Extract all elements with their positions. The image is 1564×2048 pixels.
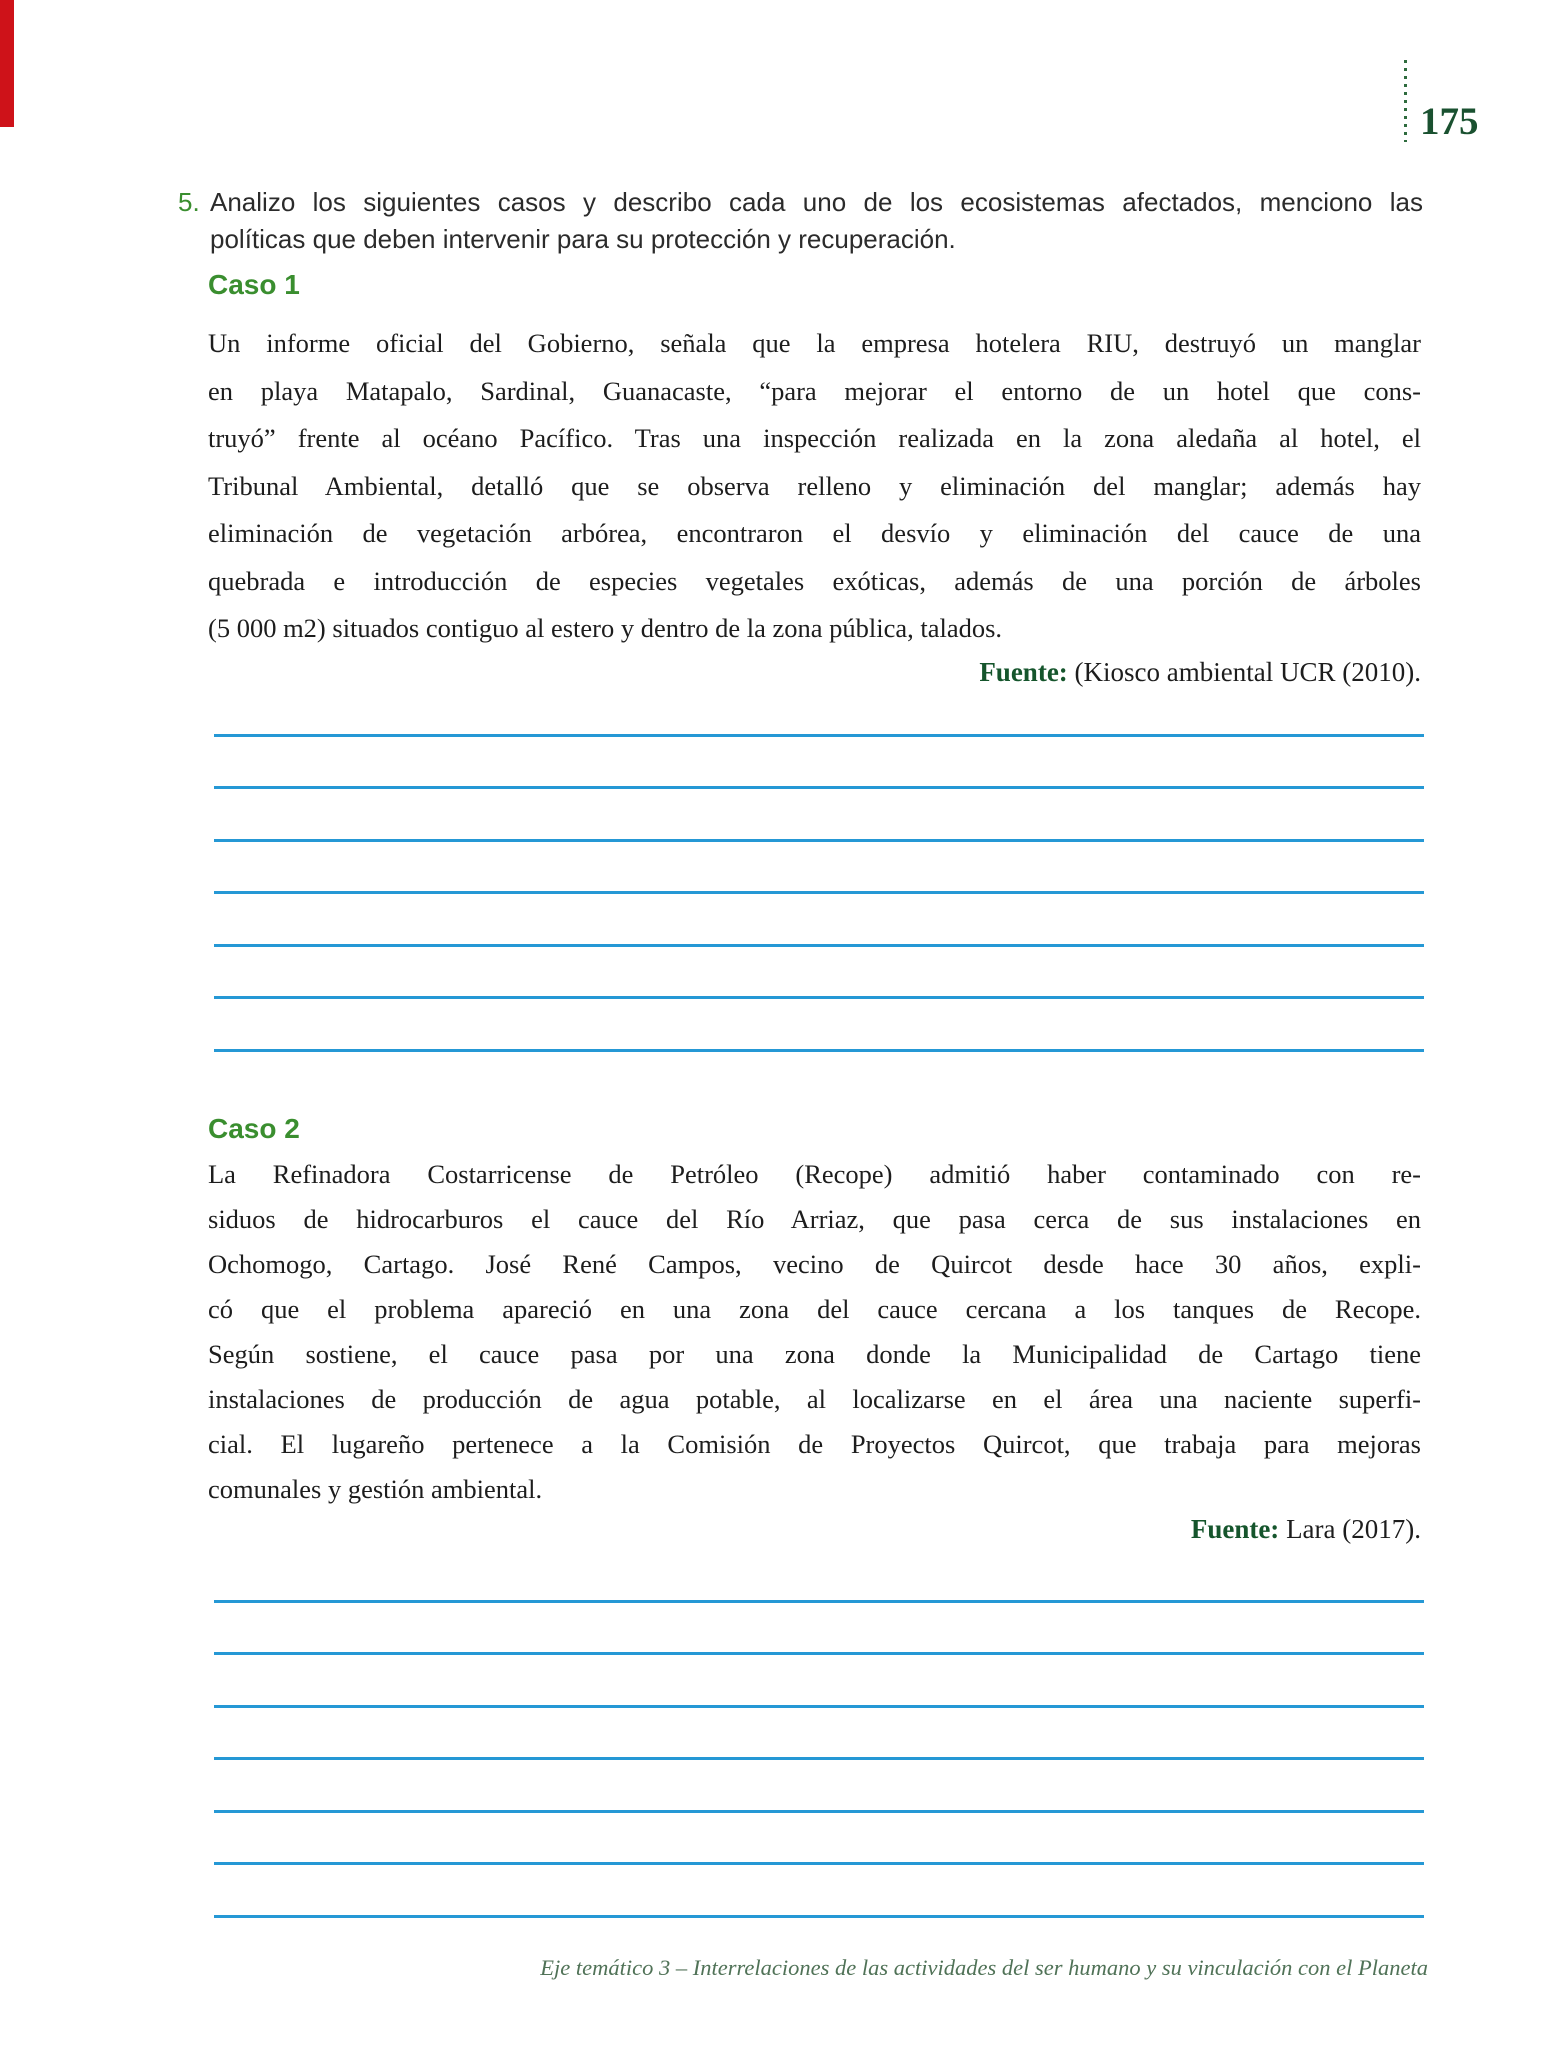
answer-rule-line [214,1550,1424,1603]
answer-rule-line [214,684,1424,737]
case2-answer-lines [214,1550,1424,1918]
exercise-number: 5. [178,187,200,217]
answer-rule-line [214,789,1424,842]
answer-rule-line [214,1813,1424,1866]
answer-rule-line [214,999,1424,1052]
text-line: quebrada e introducción de especies vegetales exóticas, además de una porción de árboles [208,565,1421,596]
text-line: Tribunal Ambiental, detalló que se observa relleno y eliminación del manglar; además hay [208,470,1421,501]
text-line: en playa Matapalo, Sardinal, Guanacaste, “para mejorar el entorno de un hotel que cons- [208,375,1421,406]
text-line: Según sostiene, el cauce pasa por una zona donde la Municipalidad de Cartago tiene [208,1339,1421,1369]
text-line: políticas que deben intervenir para su protección y recuperación. [210,224,956,254]
page-edge-tab [0,0,14,127]
text-line: comunales y gestión ambiental. [208,1474,543,1504]
text-line: instalaciones de producción de agua potable, al localizarse en el área una naciente superfi- [208,1384,1421,1414]
answer-rule-line [214,894,1424,947]
text-line: Un informe oficial del Gobierno, señala que la empresa hotelera RIU, destruyó un manglar [208,328,1421,358]
answer-rule-line [214,1708,1424,1761]
dotted-separator-icon [1404,60,1407,142]
text-line: siduos de hidrocarburos el cauce del Río Arriaz, que pasa cerca de sus instalaciones en [208,1204,1421,1234]
text-line: Analizo los siguientes casos y describo cada uno de los ecosistemas afectados, menciono las [210,187,1423,217]
answer-rule-line [214,1603,1424,1656]
case2-source [208,1512,1421,1546]
text-line: Ochomogo, Cartago. José René Campos, vecino de Quircot desde hace 30 años, expli- [208,1249,1421,1279]
exercise-5 [178,184,1423,258]
text-line: La Refinadora Costarricense de Petróleo (Recope) admitió haber contaminado con re- [208,1159,1421,1189]
answer-rule-line [214,947,1424,1000]
text-line: (5 000 m2) situados contiguo al estero y dentro de la zona pública, talados. [208,613,1003,643]
case1-paragraph [208,320,1421,653]
exercise-prompt [210,184,1423,258]
case1-answer-lines [214,684,1424,1052]
case1-source-label: Fuente: [979,657,1068,687]
case2-source-text: Lara (2017). [1279,1514,1421,1544]
case2-paragraph [208,1152,1421,1512]
text-line: eliminación de vegetación arbórea, encontraron el desvío y eliminación del cauce de una [208,518,1421,548]
text-line: truyó” frente al océano Pacífico. Tras una inspección realizada en la zona aledaña al hotel, el [208,423,1421,453]
case2-source-label: Fuente: [1190,1514,1280,1544]
answer-rule-line [214,737,1424,790]
case2-label: Caso 2 [208,1113,300,1144]
answer-rule-line [214,1865,1424,1918]
page-footer: Eje temático 3 – Interrelaciones de las actividades del ser humano y su vinculación con el Planeta [540,1955,1428,1980]
answer-rule-line [214,842,1424,895]
answer-rule-line [214,1655,1424,1708]
answer-rule-line [214,1760,1424,1813]
page-number-block [1404,60,1479,142]
case1-source-text: (Kiosco ambiental UCR (2010). [1067,657,1421,687]
text-line: có que el problema apareció en una zona del cauce cercana a los tanques de Recope. [208,1294,1421,1324]
case1-label: Caso 1 [208,269,300,300]
text-line: cial. El lugareño pertenece a la Comisión de Proyectos Quircot, que trabaja para mejoras [208,1429,1421,1459]
page-number: 175 [1420,100,1479,143]
